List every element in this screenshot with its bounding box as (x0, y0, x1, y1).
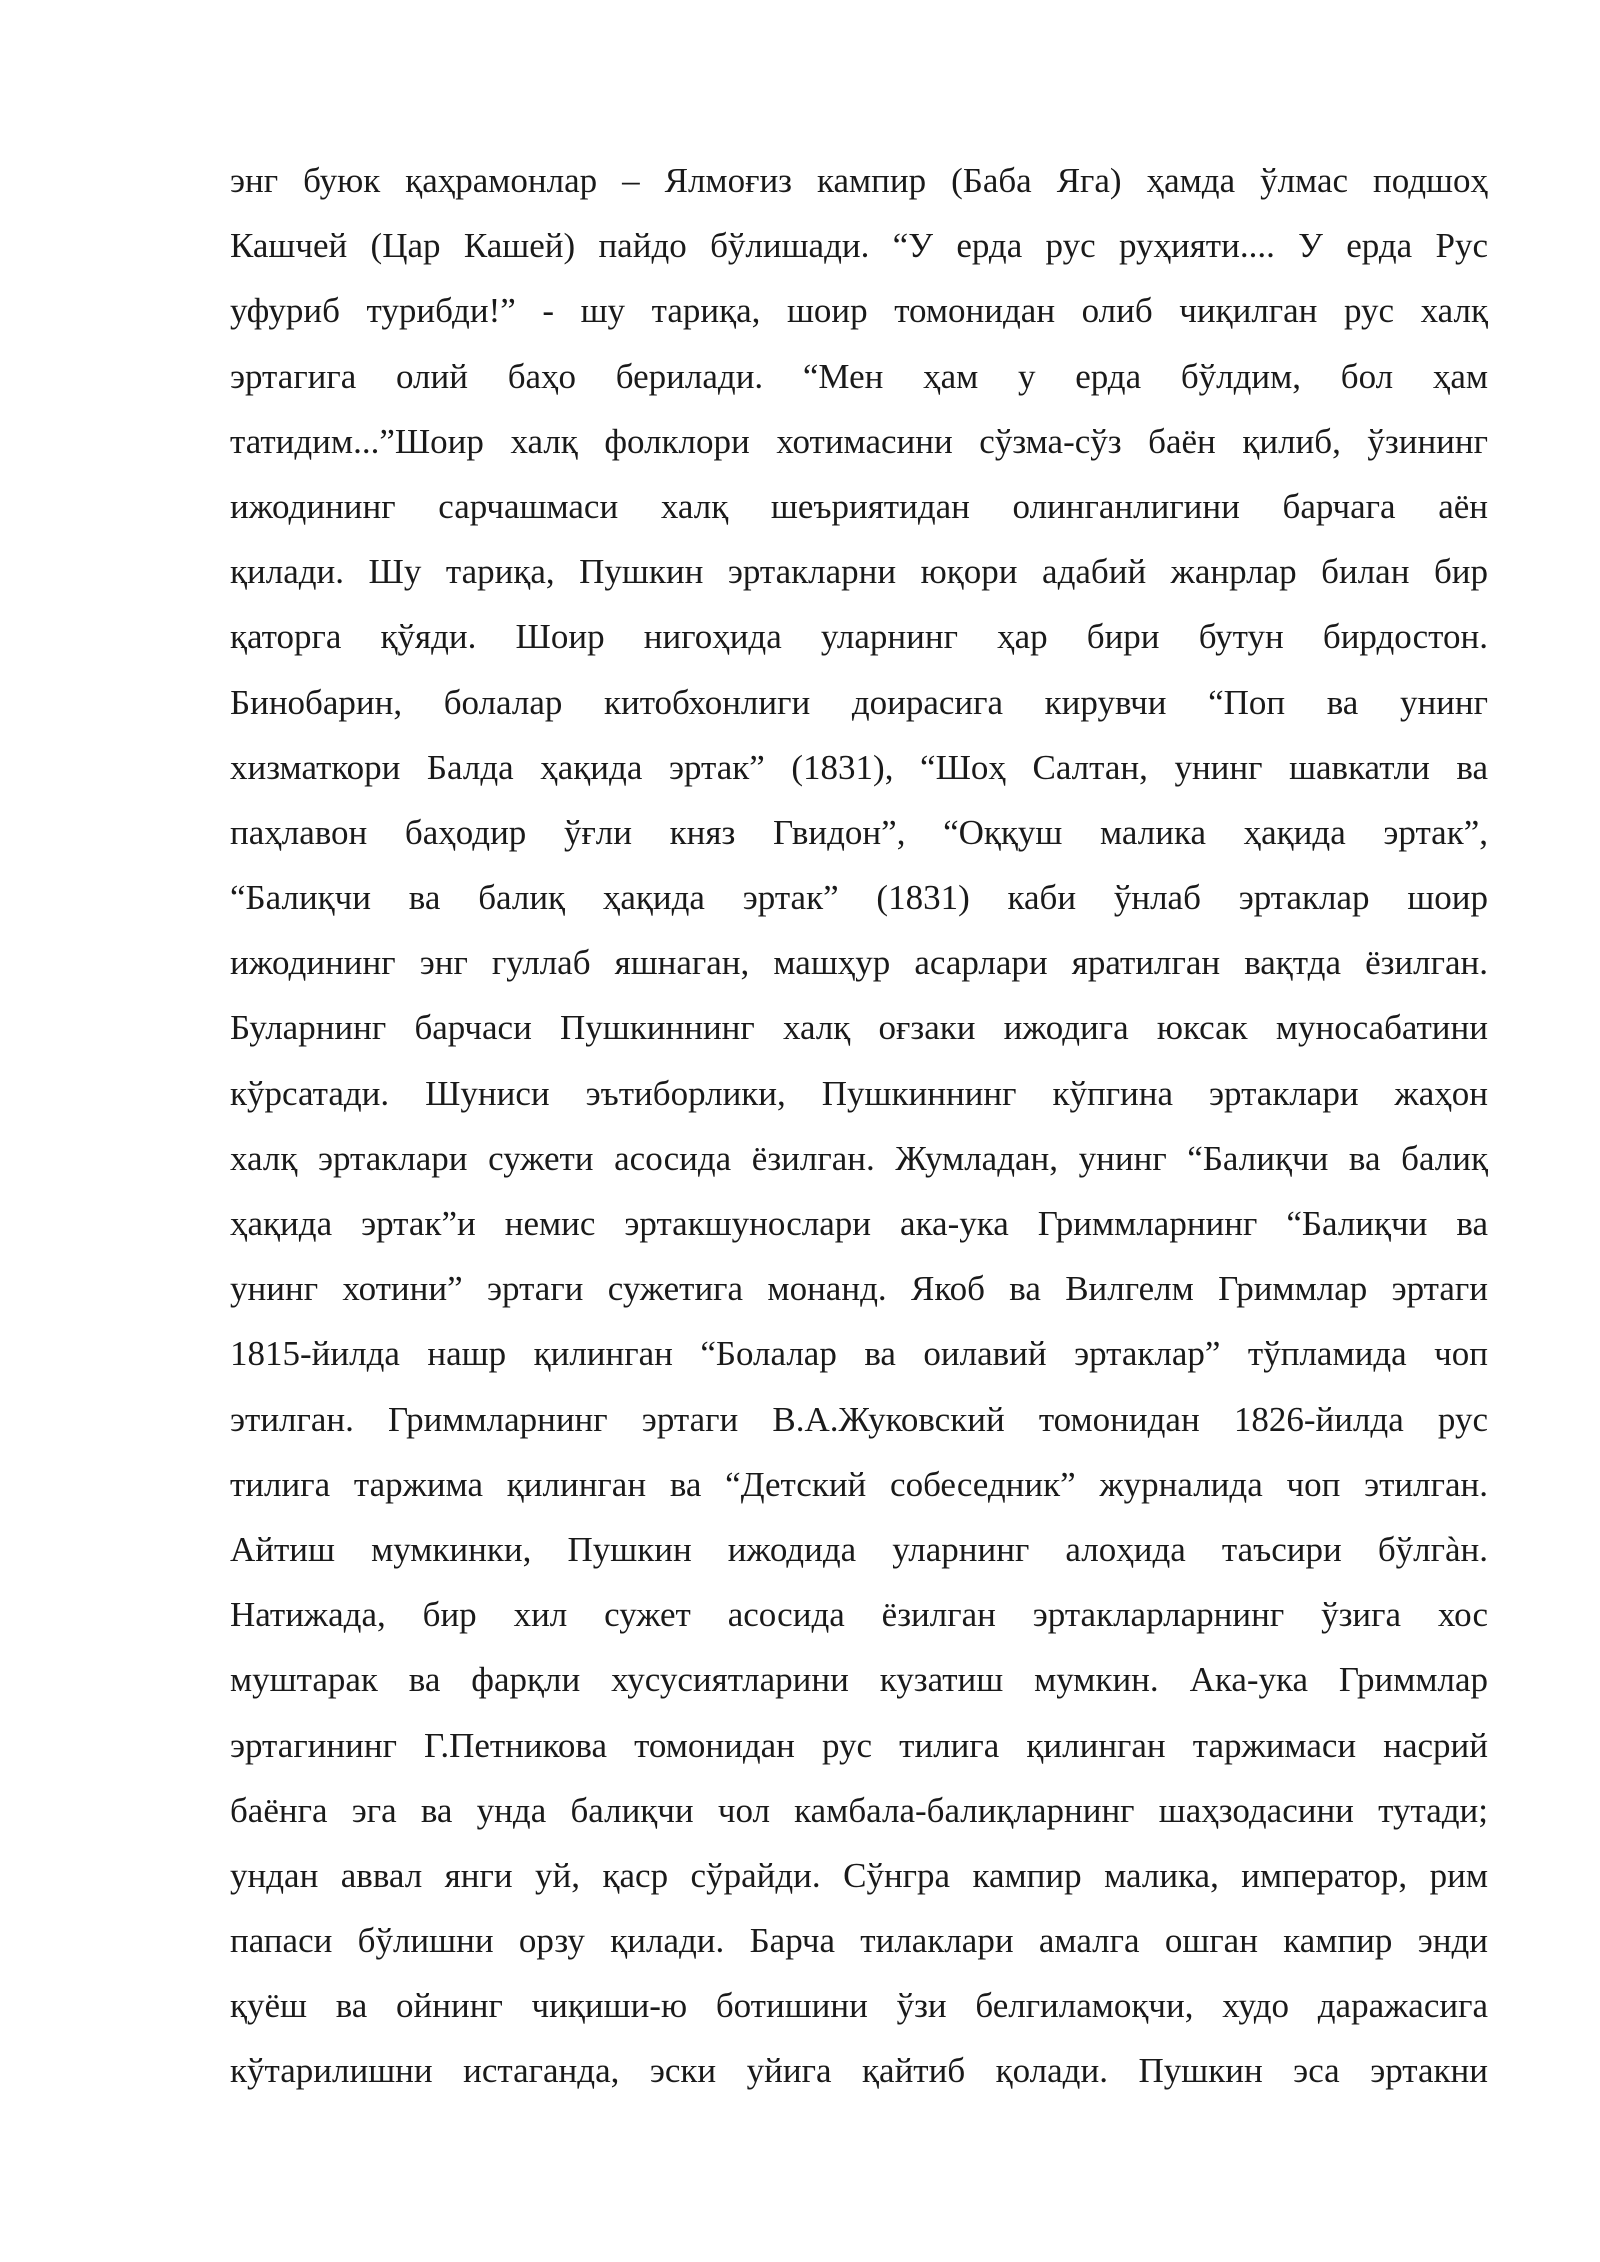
text-line: ижодининг сарчашмаси халқ шеъриятидан олинганлигини барчага аён (230, 486, 1488, 526)
text-line: энг буюк қаҳрамонлар – Ялмоғиз кампир (Баба Яга) ҳамда ўлмас подшоҳ (230, 161, 1488, 200)
text-line: Натижада, бир хил сужет асосида ёзилган эртакларларнинг ўзига хос (230, 1595, 1488, 1635)
text-line: Буларнинг барчаси Пушкиннинг халқ оғзаки ижодига юксак муносабатини (230, 1008, 1488, 1048)
text-line: татидим...”Шоир халқ фолклори хотимасини сўзма-сўз баён қилиб, ўзининг (230, 421, 1488, 461)
text-line: этилган. Гриммларнинг эртаги В.А.Жуковский томонидан 1826-йилда рус (230, 1399, 1488, 1439)
text-line: паҳлавон баҳодир ўғли княз Гвидон”, “Оққуш малика ҳақида эртак”, (230, 812, 1488, 852)
text-line: қаторга қўяди. Шоир нигоҳида уларнинг ҳар бири бутун бирдостон. (230, 617, 1488, 657)
text-line: ижодининг энг гуллаб яшнаган, машҳур асарлари яратилган вақтда ёзилган. (230, 943, 1488, 983)
text-line: уфуриб турибди!” - шу тариқа, шоир томонидан олиб чиқилган рус халқ (230, 291, 1488, 331)
text-line: папаси бўлишни орзу қилади. Барча тилаклари амалга ошган кампир энди (230, 1921, 1488, 1961)
text-line: 1815-йилда нашр қилинган “Болалар ва оилавий эртаклар” тўпламида чоп (230, 1334, 1488, 1374)
text-line: кўрсатади. Шуниси эътиборлики, Пушкиннинг кўпгина эртаклари жаҳон (230, 1073, 1488, 1113)
text-line: муштарак ва фарқли хусусиятларини кузатиш мумкин. Ака-ука Гриммлар (230, 1660, 1488, 1700)
text-line: кўтарилишни истаганда, эски уйига қайтиб қолади. Пушкин эса эртакни (230, 2051, 1488, 2091)
text-line: қилади. Шу тариқа, Пушкин эртакларни юқори адабий жанрлар билан бир (230, 552, 1488, 592)
text-line: тилига таржима қилинган ва “Детский собеседник” журналида чоп этилган. (230, 1464, 1488, 1504)
text-line: ундан аввал янги уй, қаср сўрайди. Сўнгра кампир малика, император, рим (230, 1855, 1488, 1895)
text-line: Кашчей (Цар Кашей) пайдо бўлишади. “У ерда рус руҳияти.... У ерда Рус (230, 226, 1488, 266)
text-line: баёнга эга ва унда балиқчи чол камбала-балиқларнинг шаҳзодасини тутади; (230, 1790, 1488, 1830)
text-line: халқ эртаклари сужети асосида ёзилган. Жумладан, унинг “Балиқчи ва балиқ (230, 1138, 1488, 1178)
text-line: Айтиш мумкинки, Пушкин ижодида уларнинг алоҳида таъсири бўлгàн. (230, 1529, 1488, 1569)
text-line: эртагининг Г.Петникова томонидан рус тилига қилинган таржимаси насрий (230, 1725, 1488, 1765)
text-line: қуёш ва ойнинг чиқиши-ю ботишини ўзи белгиламоқчи, худо даражасига (230, 1986, 1488, 2026)
text-line: эртагига олий баҳо берилади. “Мен ҳам у ерда бўлдим, бол ҳам (230, 356, 1488, 396)
body-text (230, 148, 1488, 2104)
text-line: унинг хотини” эртаги сужетига монанд. Якоб ва Вилгелм Гриммлар эртаги (230, 1269, 1488, 1309)
text-line: ҳақида эртак”и немис эртакшунослари ака-ука Гриммларнинг “Балиқчи ва (230, 1204, 1488, 1243)
text-line: хизматкори Балда ҳақида эртак” (1831), “Шоҳ Салтан, унинг шавкатли ва (230, 747, 1488, 787)
text-line: “Балиқчи ва балиқ ҳақида эртак” (1831) каби ўнлаб эртаклар шоир (230, 878, 1488, 918)
text-line: Бинобарин, болалар китобхонлиги доирасига кирувчи “Поп ва унинг (230, 682, 1488, 722)
